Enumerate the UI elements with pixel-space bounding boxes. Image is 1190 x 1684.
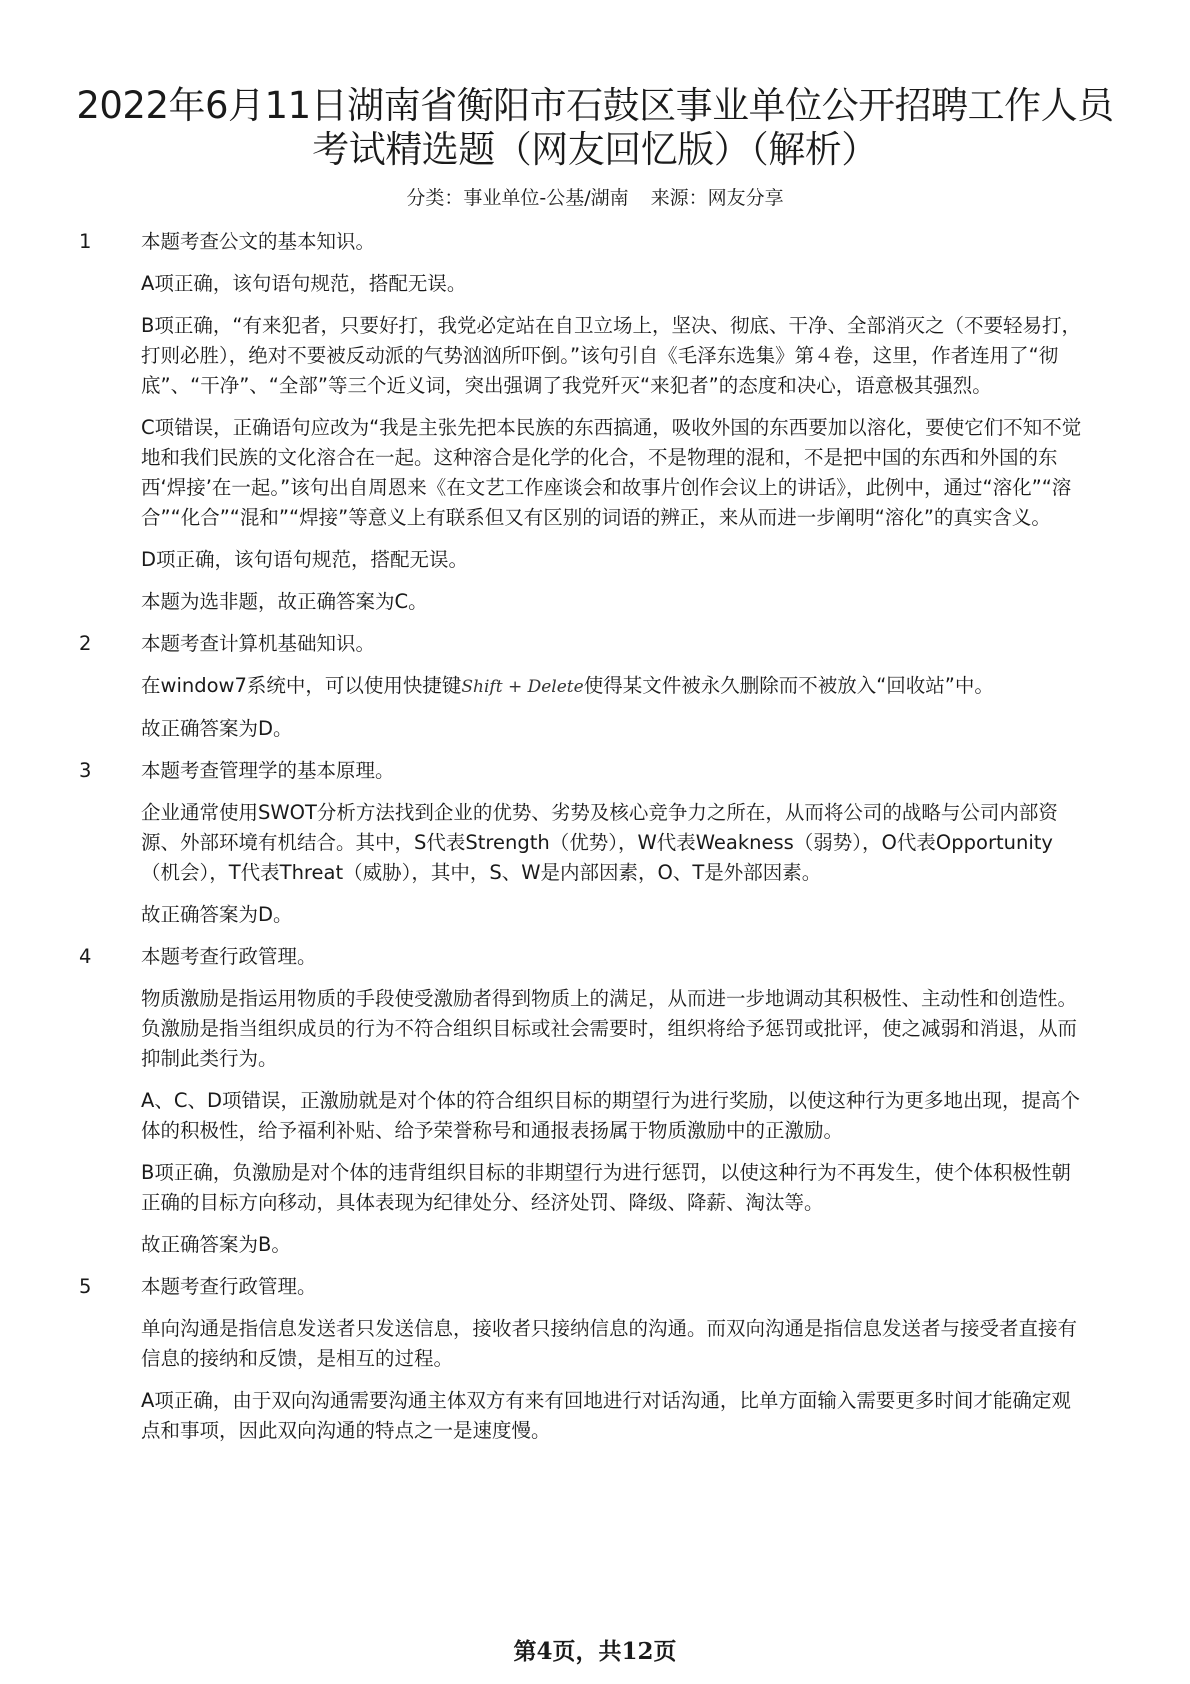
question-number: 5	[79, 1275, 92, 1298]
meta-line	[0, 186, 1190, 210]
answer-list	[79, 227, 1089, 1446]
title-line-1: 2022年6月11日湖南省衡阳市石鼓区事业单位公开招聘工作人员	[76, 84, 1114, 127]
explanation-paragraph: 企业通常使用SWOT分析方法找到企业的优势、劣势及核心竞争力之所在，从而将公司的战略与公司内部资源、外部环境有机结合。其中，S代表Strength（优势），W代表Weakness（弱势），O代表Opportunity（机会），T代表Threat（威胁），其中，S、W是内部因素，O、T是外部因素。	[141, 801, 1058, 884]
question-topic: 本题考查计算机基础知识。	[141, 632, 376, 655]
question-topic: 本题考查行政管理。	[141, 945, 317, 968]
explanation-paragraph: 单向沟通是指信息发送者只发送信息，接收者只接纳信息的沟通。而双向沟通是指信息发送者与接受者直接有信息的接纳和反馈，是相互的过程。	[141, 1317, 1078, 1370]
explanation-paragraph: B项正确，负激励是对个体的违背组织目标的非期望行为进行惩罚，以使这种行为不再发生，使个体积极性朝正确的目标方向移动，具体表现为纪律处分、经济处罚、降级、降薪、淘汰等。	[141, 1161, 1071, 1214]
explanation-paragraph: C项错误，正确语句应改为“我是主张先把本民族的东西搞通，吸收外国的东西要加以溶化，要使它们不知不觉地和我们民族的文化溶合在一起。这种溶合是化学的化合，不是物理的混和，不是把中国的东西和外国的东西‘焊接’在一起。”该句出自周恩来《在文艺工作座谈会和故事片创作会议上的讲话》，此例中，通过“溶化”“溶合”“化合”“混和”“焊接”等意义上有联系但又有区别的词语的辨正，来从而进一步阐明“溶化”的真实含义。	[141, 416, 1082, 529]
answer-conclusion: 本题为选非题，故正确答案为C。	[141, 590, 428, 613]
explanation-paragraph: B项正确，“有来犯者，只要好打，我党必定站在自卫立场上，坚决、彻底、干净、全部消灭之（不要轻易打，打则必胜），绝对不要被反动派的气势汹汹所吓倒。”该句引自《毛泽东选集》第４卷，这里，作者连用了“彻底”、“干净”、“全部”等三个近义词，突出强调了我党歼灭“来犯者”的态度和决心，语意极其强烈。	[141, 314, 1081, 397]
category-label: 分类：事业单位-公基/湖南	[406, 187, 629, 209]
answer-conclusion: 故正确答案为D。	[141, 903, 293, 926]
explanation-paragraph: A、C、D项错误，正激励就是对个体的符合组织目标的期望行为进行奖励，以使这种行为更多地出现，提高个体的积极性，给予福利补贴、给予荣誉称号和通报表扬属于物质激励中的正激励。	[141, 1089, 1080, 1142]
question-topic: 本题考查管理学的基本原理。	[141, 759, 395, 782]
explanation-paragraph: 物质激励是指运用物质的手段使受激励者得到物质上的满足，从而进一步地调动其积极性、主动性和创造性。负激励是指当组织成员的行为不符合组织目标或社会需要时，组织将给予惩罚或批评，使之减弱和消退，从而抑制此类行为。	[141, 987, 1078, 1070]
question-5	[79, 1272, 1089, 1446]
explanation-paragraph	[141, 671, 1089, 702]
text-before-shortcut: 在window7系统中，可以使用快捷键	[141, 674, 462, 697]
explanation-paragraph: D项正确，该句语句规范，搭配无误。	[141, 548, 469, 571]
title-line-2: 考试精选题（网友回忆版）（解析）	[312, 128, 878, 171]
source-label: 来源：网友分享	[650, 187, 784, 209]
question-2	[79, 629, 1089, 744]
answer-conclusion: 故正确答案为D。	[141, 717, 293, 740]
question-number: 3	[79, 759, 92, 782]
question-3	[79, 756, 1089, 930]
question-topic: 本题考查公文的基本知识。	[141, 230, 376, 253]
explanation-paragraph: A项正确，由于双向沟通需要沟通主体双方有来有回地进行对话沟通，比单方面输入需要更多时间才能确定观点和事项，因此双向沟通的特点之一是速度慢。	[141, 1389, 1071, 1442]
question-number: 4	[79, 945, 92, 968]
explanation-paragraph: A项正确，该句语句规范，搭配无误。	[141, 272, 467, 295]
text-after-shortcut: 使得某文件被永久删除而不被放入“回收站”中。	[583, 674, 994, 697]
question-topic: 本题考查行政管理。	[141, 1275, 317, 1298]
question-number: 2	[79, 632, 92, 655]
question-number: 1	[79, 230, 92, 253]
answer-conclusion: 故正确答案为B。	[141, 1233, 291, 1256]
shortcut-formula: Shift + Delete	[461, 677, 584, 697]
page-title	[60, 84, 1130, 172]
question-1	[79, 227, 1089, 617]
page-number: 第4页，共12页	[513, 1638, 677, 1665]
question-4	[79, 942, 1089, 1260]
